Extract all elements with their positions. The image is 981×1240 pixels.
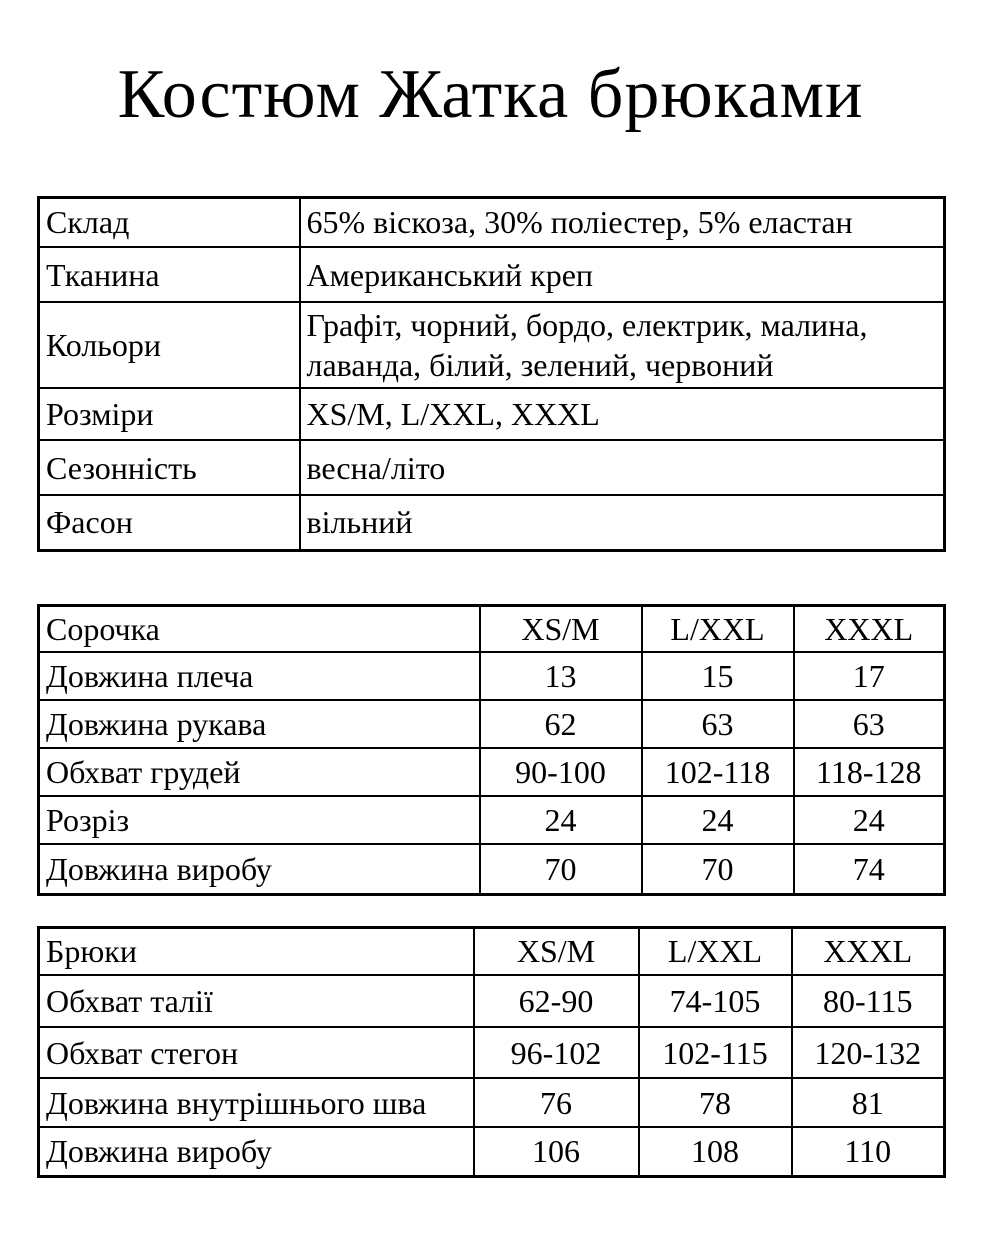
table-row <box>39 652 945 700</box>
cell-value: 118-128 <box>794 748 945 796</box>
row-label: Обхват стегон <box>39 1027 474 1078</box>
table-row <box>39 302 945 388</box>
table-row <box>39 796 945 844</box>
cell-value: 74-105 <box>639 975 792 1027</box>
cell-value: 120-132 <box>792 1027 945 1078</box>
spec-label-sezonnist: Сезонність <box>39 440 300 495</box>
spec-value-tkanyna: Американський креп <box>300 247 945 302</box>
row-label: Довжина виробу <box>39 844 480 894</box>
row-label: Обхват талії <box>39 975 474 1027</box>
spec-label-tkanyna: Тканина <box>39 247 300 302</box>
row-label: Довжина плеча <box>39 652 480 700</box>
table-row <box>39 495 945 550</box>
cell-value: 81 <box>792 1078 945 1127</box>
row-label: Довжина внутрішнього шва <box>39 1078 474 1127</box>
pants-size-table <box>37 926 946 1178</box>
cell-value: 62 <box>480 700 642 748</box>
page-title: Костюм Жатка брюками <box>117 56 864 133</box>
cell-value: 15 <box>642 652 794 700</box>
pants-header-name: Брюки <box>39 927 474 975</box>
shirt-size-table <box>37 604 946 896</box>
row-label: Довжина виробу <box>39 1127 474 1176</box>
cell-value: 63 <box>642 700 794 748</box>
spec-value-fason: вільний <box>300 495 945 550</box>
table-row <box>39 197 945 247</box>
pants-header-xxxl: XXXL <box>792 927 945 975</box>
shirt-header-xsm: XS/M <box>480 605 642 652</box>
table-row <box>39 440 945 495</box>
spec-label-fason: Фасон <box>39 495 300 550</box>
cell-value: 76 <box>474 1078 639 1127</box>
shirt-header-name: Сорочка <box>39 605 480 652</box>
table-row <box>39 844 945 894</box>
row-label: Обхват грудей <box>39 748 480 796</box>
cell-value: 70 <box>480 844 642 894</box>
pants-header-xsm: XS/M <box>474 927 639 975</box>
cell-value: 62-90 <box>474 975 639 1027</box>
spec-value-kolory: Графіт, чорний, бордо, електрик, малина, лаванда, білий, зелений, червоний <box>300 302 945 388</box>
cell-value: 106 <box>474 1127 639 1176</box>
spec-value-sezonnist: весна/літо <box>300 440 945 495</box>
cell-value: 63 <box>794 700 945 748</box>
cell-value: 24 <box>642 796 794 844</box>
cell-value: 74 <box>794 844 945 894</box>
cell-value: 96-102 <box>474 1027 639 1078</box>
table-row <box>39 1127 945 1176</box>
cell-value: 102-115 <box>639 1027 792 1078</box>
row-label: Довжина рукава <box>39 700 480 748</box>
cell-value: 17 <box>794 652 945 700</box>
shirt-header-lxxl: L/XXL <box>642 605 794 652</box>
cell-value: 80-115 <box>792 975 945 1027</box>
table-row <box>39 1027 945 1078</box>
spec-label-kolory: Кольори <box>39 302 300 388</box>
cell-value: 102-118 <box>642 748 794 796</box>
cell-value: 13 <box>480 652 642 700</box>
table-row <box>39 1078 945 1127</box>
table-row <box>39 388 945 440</box>
cell-value: 70 <box>642 844 794 894</box>
spec-label-sklad: Склад <box>39 197 300 247</box>
cell-value: 110 <box>792 1127 945 1176</box>
cell-value: 108 <box>639 1127 792 1176</box>
table-row <box>39 975 945 1027</box>
table-header-row <box>39 927 945 975</box>
shirt-header-xxxl: XXXL <box>794 605 945 652</box>
spec-label-rozmiry: Розміри <box>39 388 300 440</box>
table-row <box>39 700 945 748</box>
table-header-row <box>39 605 945 652</box>
cell-value: 90-100 <box>480 748 642 796</box>
cell-value: 24 <box>794 796 945 844</box>
spec-value-sklad: 65% віскоза, 30% поліестер, 5% еластан <box>300 197 945 247</box>
cell-value: 78 <box>639 1078 792 1127</box>
table-row <box>39 247 945 302</box>
table-row <box>39 748 945 796</box>
pants-header-lxxl: L/XXL <box>639 927 792 975</box>
product-spec-table <box>37 196 946 552</box>
spec-value-rozmiry: XS/M, L/XXL, XXXL <box>300 388 945 440</box>
cell-value: 24 <box>480 796 642 844</box>
row-label: Розріз <box>39 796 480 844</box>
